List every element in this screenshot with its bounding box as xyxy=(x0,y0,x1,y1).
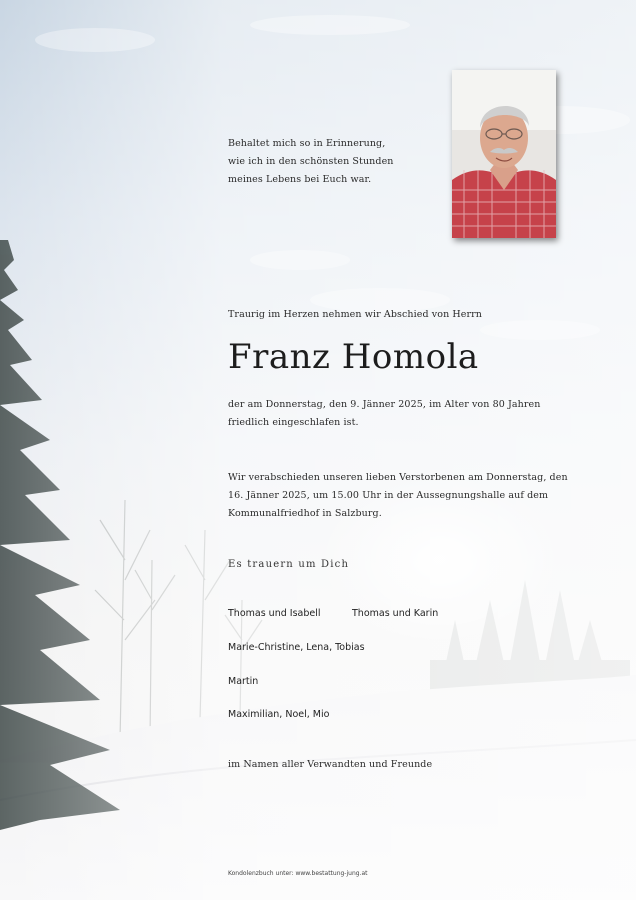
condolence-book-link[interactable]: Kondolenzbuch unter: www.bestattung-jung.at xyxy=(228,870,368,877)
quote-line-2: wie ich in den schönsten Stunden xyxy=(228,156,394,167)
funeral-notice: Wir verabschieden unseren lieben Verstorbenen am Donnerstag, den 16. Jänner 2025, um 15.00 Uhr in der Aussegnungshalle auf dem Kommunalfriedhof in Salzburg. xyxy=(228,472,568,519)
memorial-quote xyxy=(228,135,438,189)
mourner-entry: Marie-Christine, Lena, Tobias xyxy=(228,642,365,653)
quote-line-3: meines Lebens bei Euch war. xyxy=(228,174,372,185)
death-notice: der am Donnerstag, den 9. Jänner 2025, im Alter von 80 Jahren friedlich eingeschlafen ist. xyxy=(228,399,541,428)
farewell-intro: Traurig im Herzen nehmen wir Abschied von Herrn xyxy=(228,309,483,320)
mourner-entry: Thomas und Karin xyxy=(352,608,439,619)
quote-line-1: Behaltet mich so in Erinnerung, xyxy=(228,138,386,149)
mourners-heading: Es trauern um Dich xyxy=(228,559,350,570)
mourner-entry: Maximilian, Noel, Mio xyxy=(228,709,330,720)
mourner-entry: Thomas und Isabell xyxy=(228,608,321,619)
portrait-photo xyxy=(452,70,556,238)
relatives-line: im Namen aller Verwandten und Freunde xyxy=(228,759,433,770)
mourner-entry: Martin xyxy=(228,676,259,687)
portrait-image xyxy=(452,70,556,238)
deceased-name: Franz Homola xyxy=(228,337,479,377)
